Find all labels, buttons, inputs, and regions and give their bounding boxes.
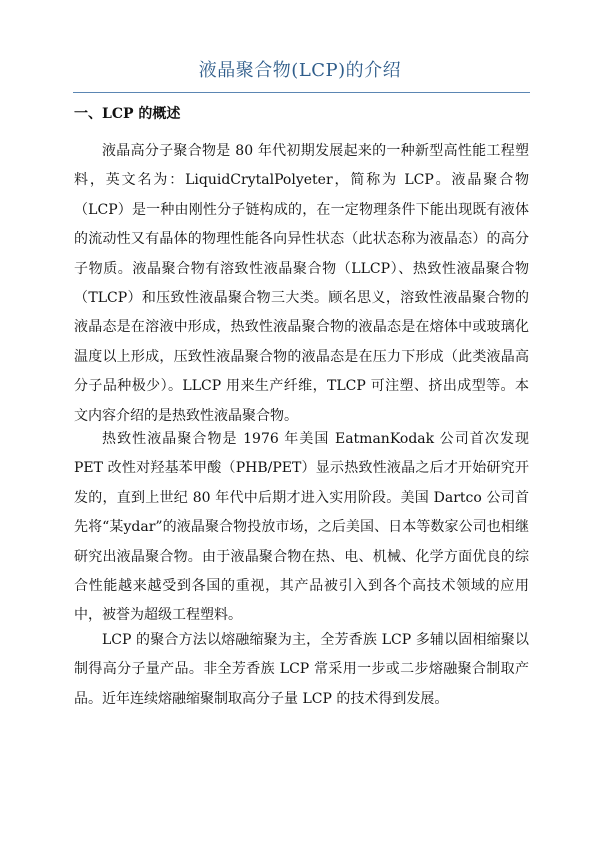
title-underline-divider <box>73 92 530 93</box>
document-title: 液晶聚合物(LCP)的介绍 <box>198 60 402 81</box>
paragraph-2: 热致性液晶聚合物是 1976 年美国 EatmanKodak 公司首次发现 PET 改性对羟基苯甲酸（PHB/PET）显示热致性液晶之后才开始研究开发的，直到上世纪 80 年代中后期才进入实用阶段。美国 Dartco 公司首先将“某ydar”的液晶聚合物投放市场，之后美国、日本等数家公司也相继研究出液晶聚合物。由于液晶聚合物在热、电、机械、化学方面优良的综合性能越来越受到各国的重视，其产品被引入到各个高技术领域的应用中，被誉为超级工程塑料。 <box>74 431 529 624</box>
paragraph-3: LCP 的聚合方法以熔融缩聚为主，全芳香族 LCP 多辅以固相缩聚以制得高分子量产品。非全芳香族 LCP 常采用一步或二步熔融聚合制取产品。近年连续熔融缩聚制取高分子量 LCP 的技术得到发展。 <box>74 632 529 707</box>
paragraph-1: 液晶高分子聚合物是 80 年代初期发展起来的一种新型高性能工程塑料，英文名为：LiquidCrytalPolyeter，简称为 LCP。液晶聚合物（LCP）是一种由刚性分子链构成的，在一定物理条件下能出现既有液体的流动性又有晶体的物理性能各向异性状态（此状态称为液晶态）的高分子物质。液晶聚合物有溶致性液晶聚合物（LLCP）、热致性液晶聚合物（TLCP）和压致性液晶聚合物三大类。顾名思义，溶致性液晶聚合物的液晶态是在溶液中形成，热致性液晶聚合物的液晶态是在熔体中或玻璃化温度以上形成，压致性液晶聚合物的液晶态是在压力下形成（此类液晶高分子品种极少）。LLCP 用来生产纤维，TLCP 可注塑、挤出成型等。本文内容介绍的是热致性液晶聚合物。 <box>74 143 529 424</box>
section-heading: 一、LCP 的概述 <box>74 106 181 122</box>
